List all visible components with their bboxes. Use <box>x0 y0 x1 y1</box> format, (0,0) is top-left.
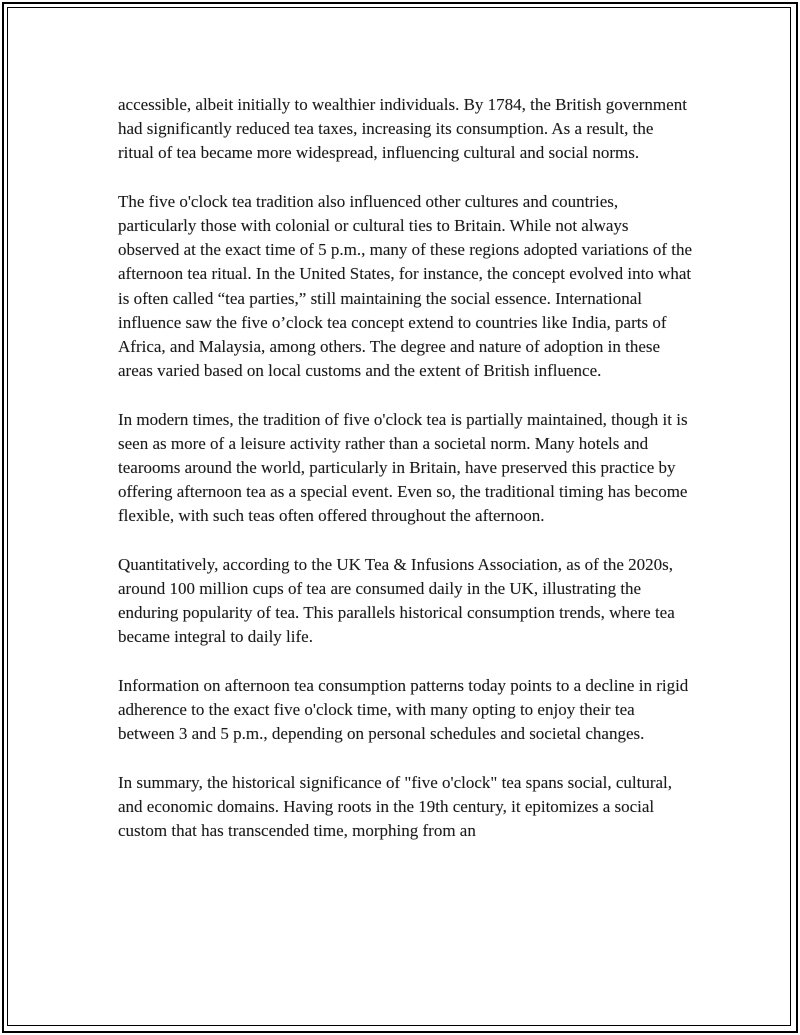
document-body <box>118 93 693 843</box>
paragraph-summary: In summary, the historical significance of "five o'clock" tea spans social, cultural, and economic domains. Having roots in the 19th century, it epitomizes a social custom that has transcended time, morphing from an <box>118 772 672 841</box>
paragraph-cultural-influence: The five o'clock tea tradition also influenced other cultures and countries, particularly those with colonial or cultural ties to Britain. While not always observed at the exact time of 5 p.m., many of these regions adopted variations of the afternoon tea ritual. In the United States, for instance, the concept evolved into what is often called “tea parties,” still maintaining the social essence. International influence saw the five o’clock tea concept extend to countries like India, parts of Africa, and Malaysia, among others. The degree and nature of adoption in these areas varied based on local customs and the extent of British influence. <box>118 191 693 381</box>
paragraph-consumption-patterns: Information on afternoon tea consumption patterns today points to a decline in rigid adherence to the exact five o'clock time, with many opting to enjoy their tea between 3 and 5 p.m., depending on personal schedules and societal changes. <box>118 675 689 744</box>
paragraph-tea-taxes: accessible, albeit initially to wealthier individuals. By 1784, the British government had significantly reduced tea taxes, increasing its consumption. As a result, the ritual of tea became more widespread, influencing cultural and social norms. <box>118 95 687 163</box>
paragraph-quantitative: Quantitatively, according to the UK Tea & Infusions Association, as of the 2020s, around 100 million cups of tea are consumed daily in the UK, illustrating the enduring popularity of tea. This parallels historical consumption trends, where tea became integral to daily life. <box>118 554 675 647</box>
paragraph-modern-times: In modern times, the tradition of five o'clock tea is partially maintained, though it is seen as more of a leisure activity rather than a societal norm. Many hotels and tearooms around the world, particularly in Britain, have preserved this practice by offering afternoon tea as a special event. Even so, the traditional timing has become flexible, with such teas often offered throughout the afternoon. <box>118 409 688 526</box>
